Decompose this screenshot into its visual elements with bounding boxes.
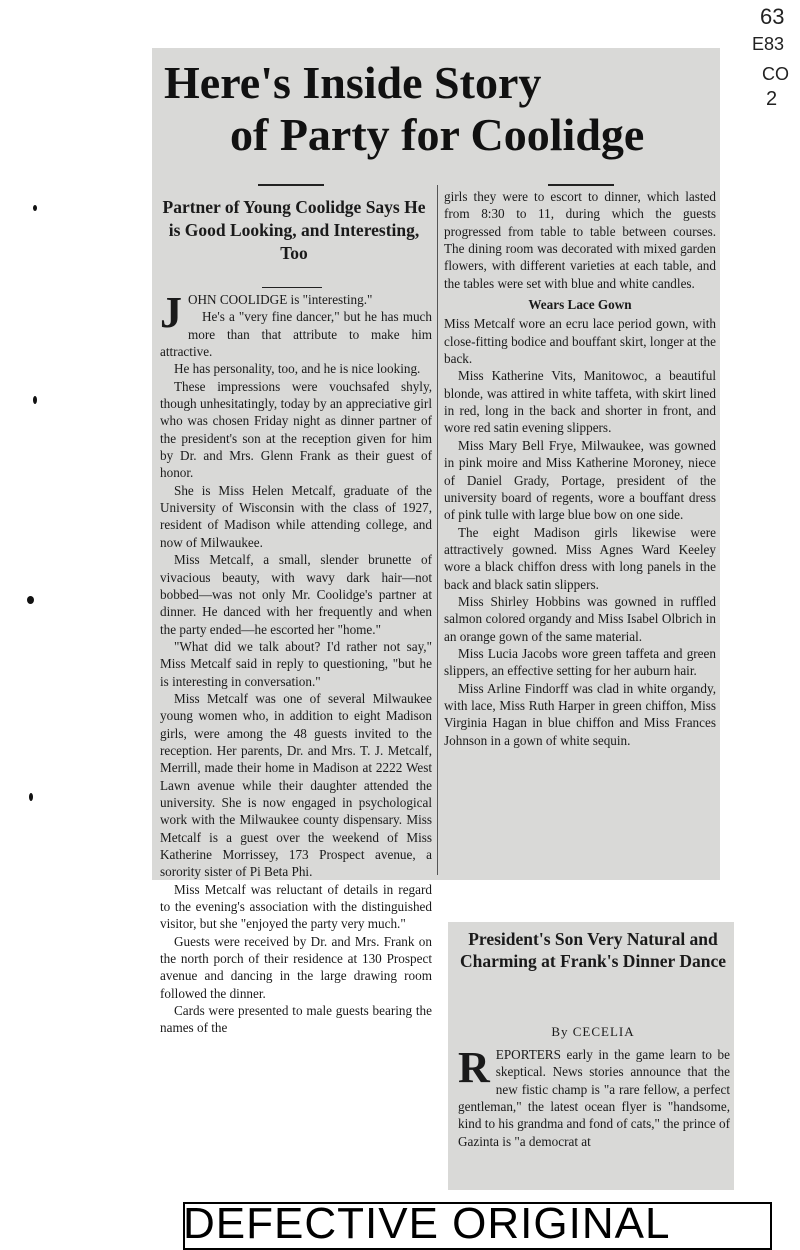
paragraph: She is Miss Helen Metcalf, graduate of the University of Wisconsin with the class of 1927, resident of Madison while attending college, and now of Milwaukee. [160, 482, 432, 550]
article-column-1 [160, 288, 432, 1037]
archive-code-3: 2 [766, 88, 778, 110]
archive-number: 63 [760, 4, 785, 29]
drop-cap: R [458, 1043, 490, 1092]
headline-line-2: of Party for Coolidge [230, 109, 645, 160]
article-column-2 [444, 188, 716, 749]
article-subhead: Partner of Young Coolidge Says He is Good Looking, and Interesting, Too [162, 197, 426, 263]
margin-speck [33, 205, 37, 211]
divider [258, 184, 324, 186]
paragraph: These impressions were vouchsafed shyly, though unhesitatingly, today by an appreciative girl who was chosen Friday night as dinner partner of the president's son at the reception given for him by Dr. and Mrs. Glenn Frank as their guest of honor. [160, 378, 432, 481]
column-divider [437, 185, 438, 875]
byline: By CECELIA [551, 1024, 635, 1039]
divider [262, 287, 322, 288]
paragraph: Miss Arline Findorff was clad in white organdy, with lace, Miss Ruth Harper in green chiffon, Miss Virginia Hagan in blue chiffon and Miss Frances Johnson in a gown of white sequin. [444, 680, 716, 748]
paragraph: Miss Metcalf was one of several Milwaukee young women who, in addition to eight Madison girls, were among the 48 guests invited to the reception. Her parents, Dr. and Mrs. T. J. Metcalf, Merrill, made their home in Madison at 2222 West Lawn avenue while their daughter attended the university. She is now engaged in psychological work with the Milwaukee county dispensary. Miss Metcalf is a guest over the weekend of Miss Katherine Morrissey, 173 Prospect avenue, a sorority sister of Pi Beta Phi. [160, 690, 432, 880]
drop-cap: J [160, 288, 182, 337]
paragraph: Miss Shirley Hobbins was gowned in ruffled salmon colored organdy and Miss Isabel Olbrich in an orange gown of the same material. [444, 593, 716, 644]
archive-code: E83 [752, 34, 785, 54]
paragraph: Guests were received by Dr. and Mrs. Frank on the north porch of their residence at 130 Prospect avenue and dancing in the large drawing room followed the dinner. [160, 933, 432, 1001]
defective-original-stamp: DEFECTIVE ORIGINAL [183, 1199, 671, 1248]
margin-speck [27, 596, 34, 604]
paragraph: Cards were presented to male guests bearing the names of the [160, 1003, 432, 1036]
paragraph: OHN COOLIDGE is "interesting." [188, 292, 373, 307]
margin-speck [29, 793, 33, 801]
divider [548, 184, 614, 186]
sidebar-headline: President's Son Very Natural and Charming at Frank's Dinner Dance [459, 929, 727, 971]
paragraph: Miss Metcalf, a small, slender brunette of vivacious beauty, with wavy dark hair—not bobbed—was not only Mr. Coolidge's partner at dinner. He danced with her frequently and when the party ended—he escorted her "home." [160, 552, 432, 637]
paragraph: girls they were to escort to dinner, which lasted from 8:30 to 11, during which the guests progressed from table to table between courses. The dining room was decorated with mixed garden flowers, with different varieties at each table, and the tables were set with blue and white candles. [444, 189, 716, 291]
paragraph: Miss Lucia Jacobs wore green taffeta and green slippers, an effective setting for her auburn hair. [444, 645, 716, 679]
margin-speck [33, 396, 37, 404]
sidebar-column [458, 1043, 730, 1150]
archive-code-2: CO [762, 64, 789, 84]
headline-line-1: Here's Inside Story [164, 57, 542, 108]
paragraph: Miss Katherine Vits, Manitowoc, a beautiful blonde, was attired in white taffeta, with skirt lined in red, long in the back and shorter in front, and wore red satin evening slippers. [444, 368, 716, 436]
paragraph: Miss Metcalf was reluctant of details in regard to the evening's association with the distinguished visitor, but she "enjoyed the party very much." [160, 881, 432, 932]
paragraph: Miss Metcalf wore an ecru lace period gown, with close-fitting bodice and bouffant skirt, longer at the back. [444, 316, 716, 367]
paragraph: He's a "very fine dancer," but he has much more than that attribute to make him attractive. [160, 309, 432, 360]
section-subhead: Wears Lace Gown [528, 297, 632, 313]
paragraph: Miss Mary Bell Frye, Milwaukee, was gowned in pink moire and Miss Katherine Moroney, niece of Daniel Grady, Portage, president of the university board of regents, wore a bouffant dress of pink tulle with large blue bow on one side. [444, 437, 716, 523]
paragraph: He has personality, too, and he is nice looking. [174, 361, 421, 377]
paragraph: EPORTERS early in the game learn to be skeptical. News stories announce that the new fistic champ is "a rare fellow, a perfect gentleman," the latest ocean flyer is "handsome, kind to his grandma and fond of cats," the prince of Gazinta is "a democrat at [458, 1047, 730, 1149]
paragraph: "What did we talk about? I'd rather not say," Miss Metcalf said in reply to questioning, "but he is interesting in conversation." [160, 638, 432, 689]
paragraph: The eight Madison girls likewise were attractively gowned. Miss Agnes Ward Keeley wore a black chiffon dress with long panels in the back and black satin slippers. [444, 524, 716, 592]
